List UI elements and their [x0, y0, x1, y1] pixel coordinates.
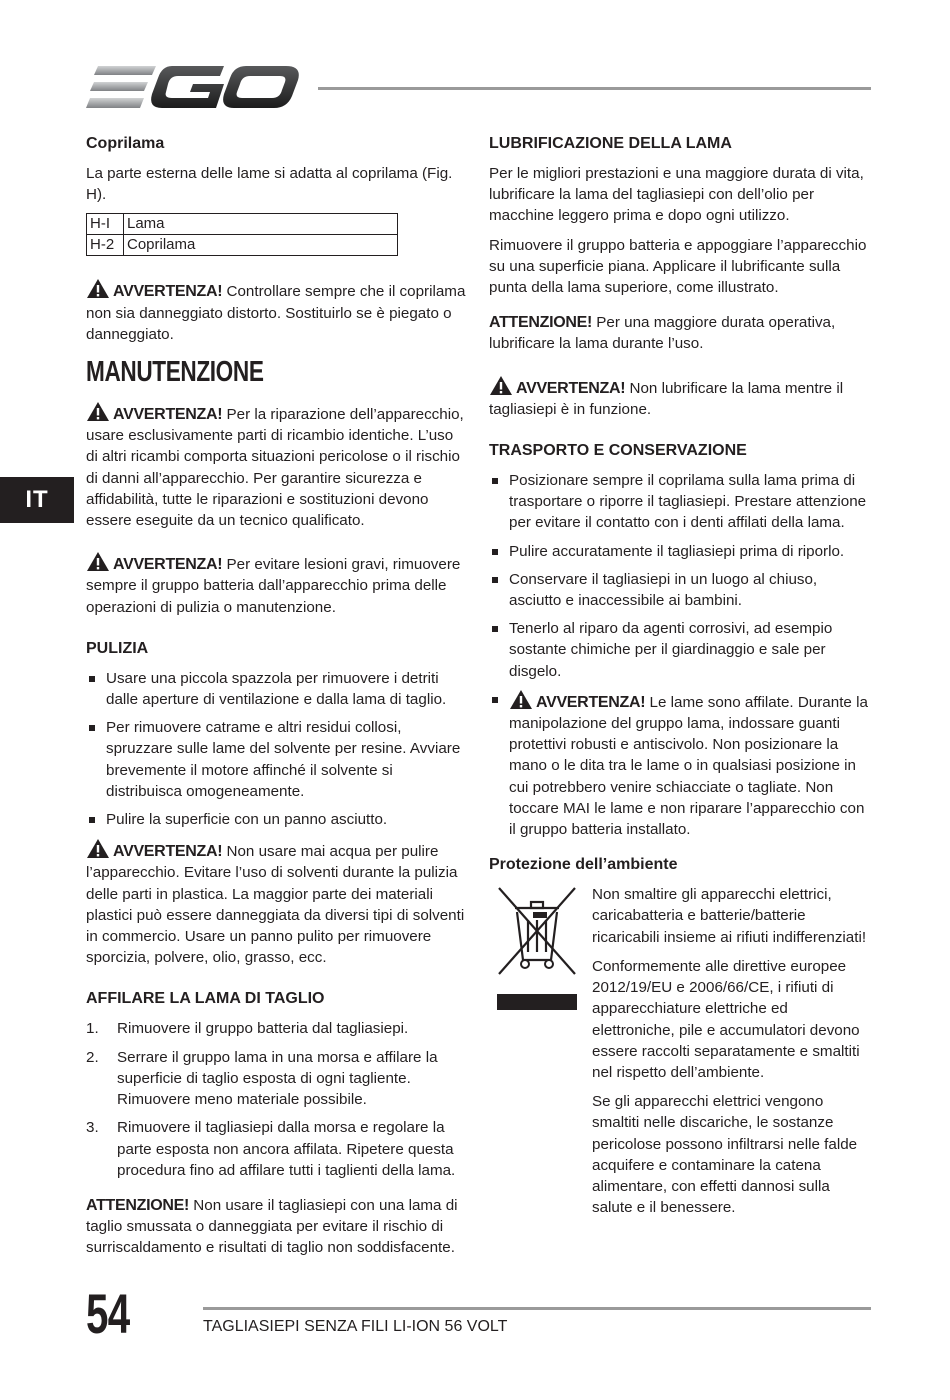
affilare-heading: AFFILARE LA LAMA DI TAGLIO [86, 990, 325, 1008]
attention-text: Per una maggiore durata operativa, lubrificare la lama durante l’uso. [489, 314, 836, 353]
footer-rule [203, 1307, 871, 1310]
list-item [489, 689, 873, 840]
lubrificazione-heading: LUBRIFICAZIONE DELLA LAMA [489, 135, 732, 152]
lubrificazione-text-2: Rimuovere il gruppo batteria e appoggiare l’apparecchio su una superficie piana. Applicare il lubrificante sulla punta della lama superiore, come illustrato. [489, 236, 867, 297]
warning-text: Controllare sempre che il coprilama non sia danneggiato distorto. Sostituirlo se è piegato o danneggiato. [86, 283, 466, 343]
warning-lubrificare [489, 375, 873, 420]
step-text: Serrare il gruppo lama in una morsa e affilare la superficie di taglio esposta di ogni tagliente. Rimuovere meno materiale possibile. [117, 1048, 438, 1109]
attention-label: ATTENZIONE! [86, 1196, 190, 1214]
ambiente-section [489, 884, 873, 1218]
weee-bin-icon [495, 884, 579, 1010]
language-tab: IT [0, 477, 74, 523]
coprilama-text: La parte esterna delle lame si adatta al coprilama (Fig. H). [86, 165, 453, 204]
trasporto-list [489, 470, 873, 840]
warning-ricambi [86, 401, 468, 531]
header-rule [318, 87, 871, 90]
ego-logo [86, 62, 300, 112]
warning-triangle-icon [86, 838, 110, 859]
warning-label: AVVERTENZA! [516, 379, 626, 397]
trasporto-heading: TRASPORTO E CONSERVAZIONE [489, 442, 747, 460]
step-number: 1. [86, 1020, 99, 1038]
step-number: 2. [86, 1048, 99, 1066]
parts-table [86, 213, 398, 256]
part-code: H-I [87, 214, 124, 235]
right-column [489, 133, 873, 1226]
ambiente-text-1: Non smaltire gli apparecchi elettrici, caricabatteria e batterie/batterie ricaricabili insieme ai rifiuti indifferenziati! [592, 886, 867, 946]
step-text: Rimuovere il tagliasiepi dalla morsa e regolare la parte esposta non ancora affilata. Ripetere questa procedura fino ad affilare tutti i taglienti della lama. [117, 1119, 456, 1179]
attention-label: ATTENZIONE! [489, 314, 593, 332]
part-name: Lama [124, 214, 398, 235]
warning-batteria [86, 551, 468, 618]
warning-triangle-icon [86, 551, 110, 572]
ambiente-text-2: Conformemente alle direttive europee 2012/19/EU e 2006/66/CE, i rifiuti di apparecchiature elettriche ed elettroniche, pile e accumulatori devono essere raccolti separatamente e smaltiti nel rispetto dell’ambiente. [592, 957, 860, 1081]
section-title: MANUTENZIONE [86, 356, 264, 389]
part-name: Coprilama [124, 235, 398, 256]
ambiente-heading: Protezione dell’ambiente [489, 856, 678, 874]
list-item: Usare una piccola spazzola per rimuovere i detriti dalle aperture di ventilazione e dalla lama di taglio. [86, 668, 468, 710]
step-number: 3. [86, 1119, 99, 1137]
pulizia-list [86, 668, 468, 830]
warning-triangle-icon [86, 401, 110, 422]
ambiente-text-3: Se gli apparecchi elettrici vengono smaltiti nelle discariche, le sostanze pericolose possono infiltrarsi nelle falde acquifere e contaminare la catena alimentare, con effetti dannosi sulla salute e il benessere. [592, 1093, 858, 1217]
list-item: Per rimuovere catrame e altri residui collosi, spruzzare sulle lame del solvente per resine. Avviare brevemente il motore affinché il solvente si distribuisca omogeneamente. [86, 717, 468, 802]
page-number: 54 [86, 1282, 130, 1345]
warning-triangle-icon [509, 689, 533, 710]
affilare-steps [86, 1018, 468, 1180]
attenzione-lubrificare [489, 312, 873, 354]
table-row [87, 214, 398, 235]
warning-coprilama [86, 278, 468, 345]
warning-acqua [86, 838, 468, 968]
list-item: Pulire la superficie con un panno asciutto. [86, 809, 468, 830]
warning-triangle-icon [489, 375, 513, 396]
warning-text: Le lame sono affilate. Durante la manipolazione del gruppo lama, indossare guanti protettivi robusti e antiscivolo. Non posizionare la mano o le dita tra le lame o in qualsiasi posizione in cui potrebbero venire schiacciate o tagliate. Non toccare MAI le lame e non riparare l’apparecchio con il gruppo batteria installato. [509, 693, 868, 839]
ambiente-text [592, 884, 873, 1218]
attention-text: Non usare il tagliasiepi con una lama di taglio smussata o danneggiata per evitare il rischio di surriscaldamento e risultati di taglio non soddisfacente. [86, 1196, 458, 1257]
lubrificazione-text-1: Per le migliori prestazioni e una maggiore durata di vita, lubrificare la lama del tagliasiepi con dell’olio per macchine leggero prima e dopo ogni utilizzo. [489, 165, 864, 225]
pulizia-heading: PULIZIA [86, 639, 149, 657]
list-item [86, 1047, 468, 1111]
warning-text: Non usare mai acqua per pulire l’apparecchio. Evitare l’uso di solventi durante la pulizia delle parti in plastica. La maggior parte dei materiali plastici può essere danneggiata da diversi tipi di solventi in commercio. Usare un panno pulito per rimuovere sporcizia, polvere, olio, grasso, ecc. [86, 843, 465, 967]
list-item: Conservare il tagliasiepi in un luogo al chiuso, asciutto e inaccessibile ai bambini. [489, 569, 873, 611]
attenzione-lama-smussata [86, 1195, 468, 1259]
warning-label: AVVERTENZA! [113, 406, 223, 424]
list-item: Pulire accuratamente il tagliasiepi prima di riporlo. [489, 541, 873, 562]
coprilama-heading: Coprilama [86, 135, 165, 152]
warning-text: Non lubrificare la lama mentre il tagliasiepi è in funzione. [489, 379, 844, 418]
list-item: Tenerlo al riparo da agenti corrosivi, ad esempio sostante chimiche per il giardinaggio e sale per disgelo. [489, 618, 873, 682]
part-code: H-2 [87, 235, 124, 256]
footer-product-name: TAGLIASIEPI SENZA FILI LI-ION 56 VOLT [203, 1318, 508, 1335]
table-row [87, 235, 398, 256]
list-item [86, 1018, 468, 1039]
warning-text: Per evitare lesioni gravi, rimuovere sempre il gruppo batteria dall’apparecchio prima delle operazioni di pulizia o manutenzione. [86, 556, 461, 616]
warning-label: AVVERTENZA! [113, 283, 223, 301]
list-item [86, 1117, 468, 1181]
warning-label: AVVERTENZA! [113, 843, 223, 861]
warning-text: Per la riparazione dell’apparecchio, usare esclusivamente parti di ricambio identiche. L’uso di altri ricambi comporta situazioni pericolose o il rischio di danni all’apparecchio. Per garantire sicurezza e affidabilità, tutte le riparazioni e sostituzioni devono essere eseguite da un tecnico qualificato. [86, 406, 464, 530]
left-column [86, 133, 468, 1267]
step-text: Rimuovere il gruppo batteria dal tagliasiepi. [117, 1020, 409, 1038]
list-item: Posizionare sempre il coprilama sulla lama prima di trasportare o riporre il tagliasiepi. Prestare attenzione per evitare il contatto con i denti affilati della lama. [489, 470, 873, 534]
warning-label: AVVERTENZA! [113, 556, 223, 574]
warning-label: AVVERTENZA! [536, 693, 646, 711]
warning-triangle-icon [86, 278, 110, 299]
